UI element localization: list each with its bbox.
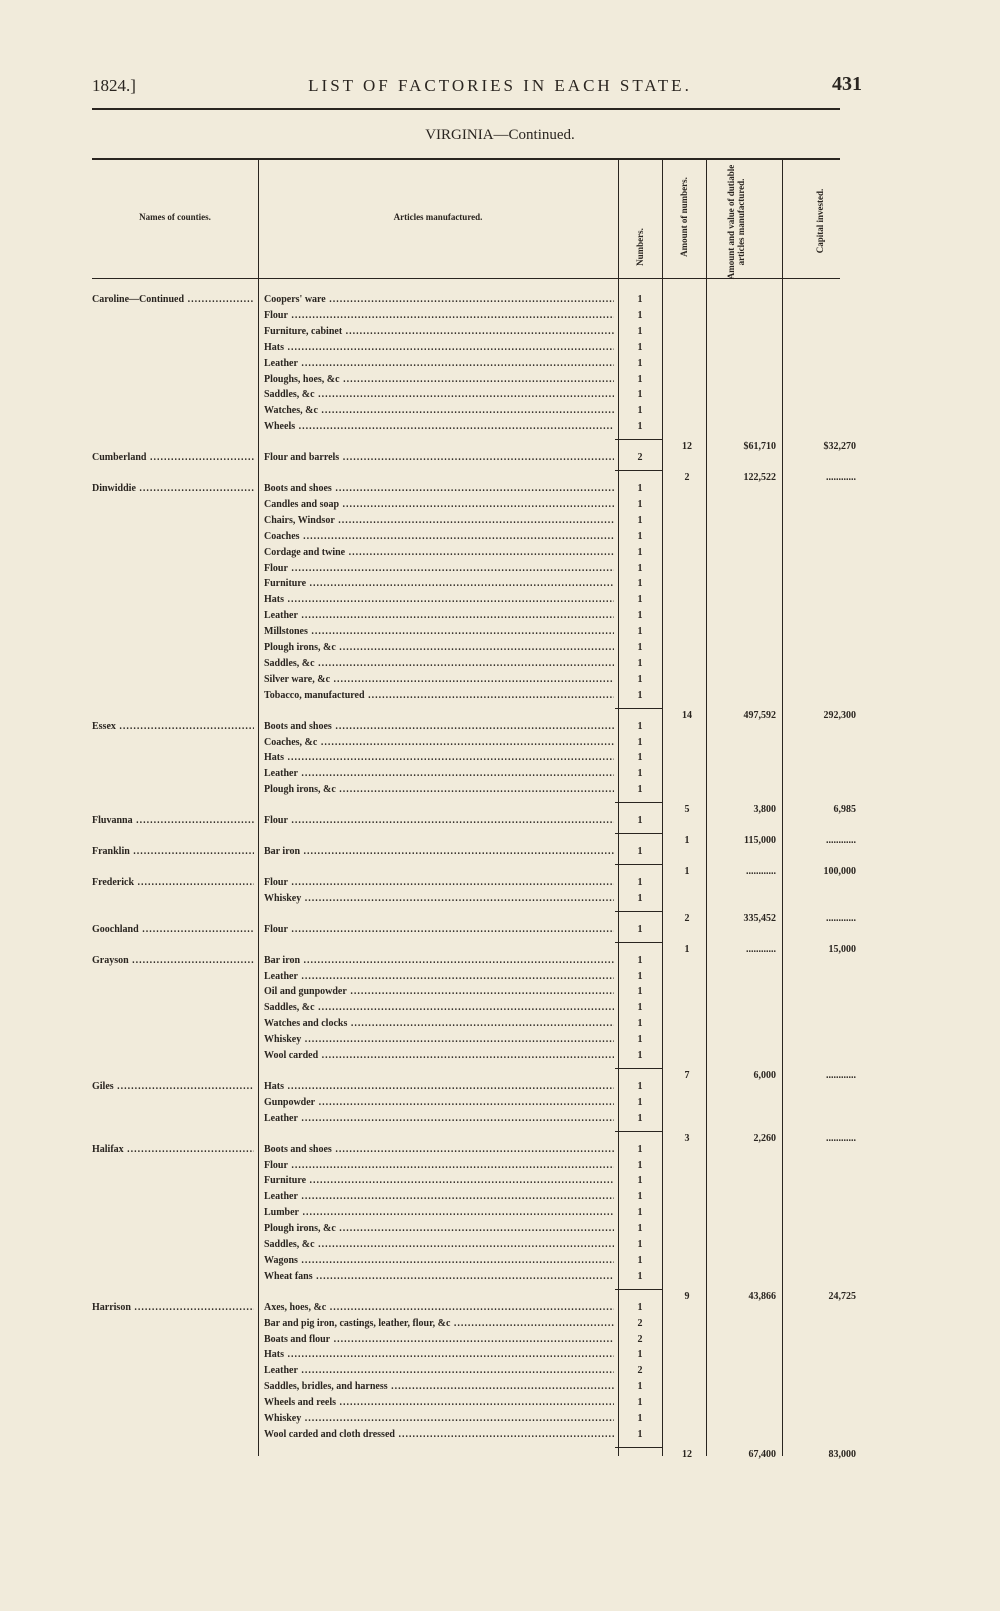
group-amount: 2 [684,912,690,924]
article-name: Wool carded ..... [264,1050,614,1062]
county-name: Harrison ..... [92,1302,254,1314]
article-number: 1 [637,986,643,998]
group-capital: 6,985 [833,804,856,816]
group-rule [615,1068,663,1069]
article-name: Wagons ..... [264,1255,614,1267]
article-name: Flour ..... [264,1160,614,1172]
article-number: 1 [637,405,643,417]
group-capital: ............ [826,1132,856,1144]
article-number: 1 [637,752,643,764]
group-amount: 12 [682,441,692,453]
article-name: Boats and flour ..... [264,1334,614,1346]
article-number: 1 [637,689,643,701]
article-name: Whiskey ..... [264,893,614,905]
article-name: Leather ..... [264,1365,614,1377]
group-value: 115,000 [744,835,776,846]
article-name: Millstones ..... [264,626,614,638]
article-name: Wheels and reels ..... [264,1397,614,1409]
group-amount: 2 [684,472,690,483]
header-year: 1824.] [92,76,136,95]
group-capital: ............ [826,472,856,483]
article-number: 1 [637,1080,643,1092]
group-capital: 24,725 [828,1290,856,1302]
article-number: 1 [637,1207,643,1219]
article-number: 1 [637,483,643,494]
article-name: Oil and gunpowder ..... [264,986,614,998]
article-name: Saddles, &c ..... [264,389,614,401]
article-name: Hats ..... [264,594,614,606]
group-value: 3,800 [753,804,776,816]
col-header-amount: Amount of numbers. [679,177,689,257]
county-name: Fluvanna ..... [92,815,254,827]
col-header-county: Names of counties. [139,212,211,222]
article-number: 1 [637,657,643,669]
article-number: 1 [637,892,643,904]
article-number: 1 [637,373,643,385]
article-name: Flour ..... [264,877,614,889]
article-name: Flour ..... [264,310,614,322]
article-name: Whiskey ..... [264,1034,614,1046]
group-rule [615,1447,663,1448]
article-name: Furniture ..... [264,578,614,590]
article-number: 1 [637,673,643,685]
article-name: Plough irons, &c ..... [264,1223,614,1235]
group-rule [615,470,663,471]
county-name: Frederick ..... [92,877,254,889]
group-rule [615,1131,663,1132]
article-number: 1 [637,784,643,796]
group-amount: 1 [684,943,690,955]
group-value: ............ [746,943,776,955]
article-name: Flour and barrels ..... [264,452,614,464]
group-rule [615,439,663,440]
article-number: 1 [637,1381,643,1393]
article-name: Hats ..... [264,752,614,764]
article-name: Wheat fans ..... [264,1271,614,1283]
article-number: 1 [637,1191,643,1203]
header-title: LIST OF FACTORIES IN EACH STATE. [308,76,692,95]
group-value: 122,522 [743,472,776,483]
group-rule [615,833,663,834]
article-number: 1 [637,1413,643,1424]
article-number: 1 [637,626,643,638]
group-rule [615,864,663,865]
article-name: Furniture, cabinet ..... [264,326,614,338]
article-number: 1 [637,815,643,827]
article-name: Bar iron ..... [264,955,614,967]
article-name: Hats ..... [264,342,614,354]
col-divider [782,160,783,1456]
group-value: 2,260 [753,1132,776,1144]
group-rule [615,942,663,943]
group-rule [615,802,663,803]
article-number: 1 [637,1349,643,1361]
article-number: 1 [637,294,643,305]
article-number: 1 [637,357,643,369]
article-number: 1 [637,1143,643,1155]
article-number: 1 [637,768,643,780]
col-header-capital: Capital invested. [815,188,825,254]
group-amount: 3 [684,1132,690,1144]
article-number: 1 [637,1034,643,1046]
article-number: 1 [637,325,643,337]
col-divider [258,160,259,1456]
article-number: 1 [637,1112,643,1124]
article-name: Leather ..... [264,610,614,622]
article-number: 1 [637,610,643,622]
group-value: 335,452 [743,912,776,924]
header-rule [92,108,840,110]
header-page-number: 431 [832,73,862,95]
group-rule [615,708,663,709]
article-name: Saddles, &c ..... [264,658,614,670]
article-number: 1 [637,846,643,857]
article-number: 1 [637,341,643,353]
county-name: Essex ..... [92,721,254,733]
article-number: 1 [637,514,643,526]
article-number: 1 [637,1050,643,1061]
article-name: Watches and clocks ..... [264,1018,614,1030]
article-name: Leather ..... [264,358,614,370]
group-amount: 5 [684,804,690,816]
article-number: 1 [637,1270,643,1282]
county-name: Dinwiddie ..... [92,483,254,495]
group-amount: 9 [684,1290,690,1302]
article-number: 1 [637,970,643,982]
article-name: Chairs, Windsor ..... [264,515,614,527]
county-name: Grayson ..... [92,955,254,967]
article-number: 1 [637,1428,643,1440]
article-number: 1 [637,923,643,935]
article-name: Wool carded and cloth dressed ..... [264,1429,614,1441]
article-name: Coaches ..... [264,531,614,543]
county-name: Cumberland ..... [92,452,254,464]
group-capital: ............ [826,1069,856,1081]
group-capital: $32,270 [823,441,856,453]
article-number: 1 [637,1002,643,1014]
group-amount: 1 [684,835,690,846]
article-name: Plough irons, &c ..... [264,784,614,796]
col-divider [662,160,663,1456]
article-number: 1 [637,1096,643,1108]
article-name: Furniture ..... [264,1175,614,1187]
article-number: 1 [637,578,643,590]
article-name: Tobacco, manufactured ..... [264,690,614,702]
article-name: Axes, hoes, &c ..... [264,1302,614,1314]
county-name: Goochland ..... [92,924,254,936]
article-number: 1 [637,546,643,558]
article-number: 2 [637,452,643,464]
article-name: Bar and pig iron, castings, leather, flour, &c ..... [264,1318,614,1330]
article-name: Hats ..... [264,1081,614,1093]
group-rule [615,911,663,912]
group-amount: 14 [682,709,692,721]
article-name: Leather ..... [264,1113,614,1125]
county-name: Franklin ..... [92,846,254,858]
article-name: Saddles, &c ..... [264,1002,614,1014]
article-number: 1 [637,530,643,542]
article-name: Leather ..... [264,971,614,983]
group-capital: 100,000 [823,865,856,877]
county-name: Caroline—Continued ..... [92,294,254,306]
article-name: Whiskey ..... [264,1413,614,1425]
group-rule [615,1289,663,1290]
article-name: Coopers' ware ..... [264,294,614,306]
article-name: Ploughs, hoes, &c ..... [264,374,614,386]
article-name: Cordage and twine ..... [264,547,614,559]
article-name: Flour ..... [264,563,614,575]
article-name: Boots and shoes ..... [264,483,614,495]
article-number: 1 [637,594,643,606]
group-value: ............ [746,865,776,877]
article-name: Lumber ..... [264,1207,614,1219]
article-number: 1 [637,562,643,574]
article-name: Flour ..... [264,815,614,827]
article-name: Watches, &c ..... [264,405,614,417]
article-name: Boots and shoes ..... [264,1144,614,1156]
article-name: Plough irons, &c ..... [264,642,614,654]
group-capital: ............ [826,912,856,924]
article-number: 1 [637,1223,643,1235]
article-number: 1 [637,1018,643,1030]
group-capital: 83,000 [828,1448,856,1460]
article-number: 1 [637,1397,643,1409]
article-number: 2 [637,1365,643,1377]
col-header-articles: Articles manufactured. [393,212,483,222]
group-amount: 12 [682,1448,692,1460]
article-number: 1 [637,1159,643,1171]
article-number: 1 [637,389,643,401]
article-name: Leather ..... [264,768,614,780]
article-number: 1 [637,309,643,321]
article-number: 1 [637,876,643,888]
article-name: Silver ware, &c ..... [264,674,614,686]
group-value: 497,592 [743,709,776,721]
group-value: $61,710 [743,441,776,453]
group-amount: 1 [684,865,690,877]
article-name: Flour ..... [264,924,614,936]
col-header-numbers: Numbers. [635,228,645,266]
article-number: 1 [637,736,643,748]
county-name: Giles ..... [92,1081,254,1093]
group-capital: 15,000 [828,943,856,955]
article-name: Bar iron ..... [264,846,614,858]
group-capital: ............ [826,835,856,846]
article-number: 2 [637,1333,643,1345]
article-number: 1 [637,720,643,732]
article-number: 1 [637,1254,643,1266]
group-value: 43,866 [748,1290,776,1302]
group-amount: 7 [684,1069,690,1081]
col-divider [618,160,619,1456]
col-header-value: Amount and value of dutiable articles manufactured. [726,164,746,280]
article-name: Boots and shoes ..... [264,721,614,733]
article-name: Wheels ..... [264,421,614,433]
article-name: Saddles, &c ..... [264,1239,614,1251]
article-number: 1 [637,498,643,510]
article-number: 1 [637,1301,643,1313]
article-number: 1 [637,642,643,653]
article-name: Candles and soap ..... [264,499,614,511]
group-value: 67,400 [748,1448,776,1460]
article-number: 1 [637,1175,643,1187]
article-number: 1 [637,421,643,433]
article-name: Saddles, bridles, and harness ..... [264,1381,614,1393]
county-name: Halifax ..... [92,1144,254,1156]
article-name: Leather ..... [264,1191,614,1203]
table-top-rule [92,158,840,160]
article-number: 1 [637,1239,643,1250]
group-capital: 292,300 [823,709,856,721]
table-subtitle: VIRGINIA—Continued. [425,127,575,143]
group-value: 6,000 [753,1069,776,1081]
article-number: 2 [637,1317,643,1329]
article-name: Hats ..... [264,1349,614,1361]
article-name: Gunpowder ..... [264,1097,614,1109]
article-number: 1 [637,954,643,966]
article-name: Coaches, &c ..... [264,737,614,749]
